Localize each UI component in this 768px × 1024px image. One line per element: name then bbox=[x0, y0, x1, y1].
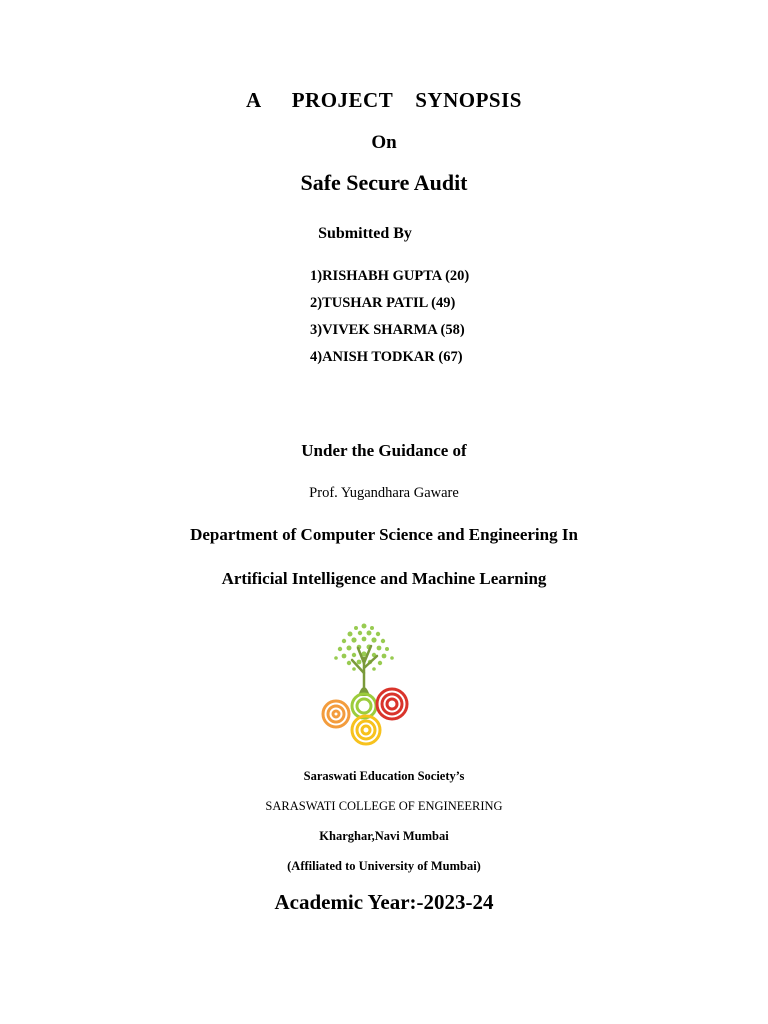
submitted-by-label: Submitted By bbox=[318, 225, 412, 242]
document-title bbox=[0, 88, 768, 113]
on-label: On bbox=[371, 132, 397, 153]
college-logo bbox=[314, 618, 414, 753]
guidance-label: Under the Guidance of bbox=[301, 441, 467, 460]
project-name: Safe Secure Audit bbox=[300, 170, 468, 195]
member-4: 4)ANISH TODKAR (67) bbox=[310, 349, 463, 365]
academic-year: Academic Year:-2023-24 bbox=[274, 890, 494, 914]
college-name: SARASWATI COLLEGE OF ENGINEERING bbox=[265, 799, 503, 813]
department-line-2: Artificial Intelligence and Machine Learning bbox=[221, 569, 547, 588]
member-3: 3)VIVEK SHARMA (58) bbox=[310, 322, 465, 338]
member-1: 1)RISHABH GUPTA (20) bbox=[310, 268, 470, 284]
department-line-1: Department of Computer Science and Engineering In bbox=[190, 525, 578, 544]
guide-name: Prof. Yugandhara Gaware bbox=[309, 485, 459, 501]
title-word-a: A bbox=[246, 88, 262, 112]
college-location: Kharghar,Navi Mumbai bbox=[319, 829, 449, 843]
title-word-synopsis: SYNOPSIS bbox=[415, 88, 522, 112]
society-name: Saraswati Education Society’s bbox=[303, 769, 465, 783]
title-word-project: PROJECT bbox=[291, 88, 394, 112]
member-2: 2)TUSHAR PATIL (49) bbox=[310, 295, 456, 311]
affiliation: (Affiliated to University of Mumbai) bbox=[287, 859, 481, 873]
